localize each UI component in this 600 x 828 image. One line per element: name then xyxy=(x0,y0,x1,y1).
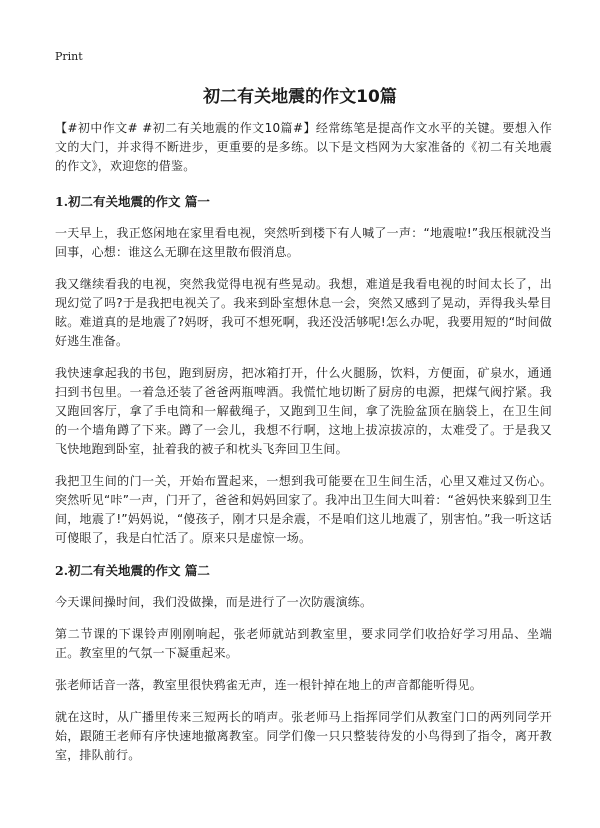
section-1-paragraph-2: 我又继续看我的电视，突然我觉得电视有些晃动。我想，难道是我看电视的时间太长了，出现幻觉了吗?于是我把电视关了。我来到卧室想休息一会，突然又感到了晃动，弄得我头晕目眩。难道真的是地震了?妈呀，我可不想死啊，我还没活够呢!怎么办呢，我要用短的“时间做好逃生准备。 xyxy=(55,277,552,348)
section-2-paragraph-3: 张老师话音一落，教室里很快鸦雀无声，连一根针掉在地上的声音都能听得见。 xyxy=(55,678,483,692)
section-heading-2: 2.初二有关地震的作文 篇二 xyxy=(55,563,210,578)
section-1-paragraph-1: 一天早上，我正悠闲地在家里看电视，突然听到楼下有人喊了一声：“地震啦!”我压根就没当回事，心想：谁这么无聊在这里散布假消息。 xyxy=(55,226,552,259)
section-2-paragraph-1: 今天课间操时间，我们没做操，而是进行了一次防震演练。 xyxy=(55,595,373,609)
section-1-paragraph-4: 我把卫生间的门一关，开始布置起来，一想到我可能要在卫生间生活，心里又难过又伤心。突然听见“咔”一声，门开了，爸爸和妈妈回家了。我冲出卫生间大叫着：“爸妈快来躲到卫生间，地震了!”妈妈说，“傻孩子，刚才只是余震，不是咱们这儿地震了，别害怕。”我一听这话可傻眼了，我是白忙活了。原来只是虚惊一场。 xyxy=(55,474,552,545)
section-2-paragraph-4: 就在这时，从广播里传来三短两长的哨声。张老师马上指挥同学们从教室门口的两列同学开始，跟随王老师有序快速地撤离教室。同学们像一只只整装待发的小鸟得到了指令，离开教室，排队前行。 xyxy=(55,710,552,762)
intro-paragraph: 【#初中作文# #初二有关地震的作文10篇#】经常练笔是提高作文水平的关键。要想入作文的大门，并求得不断进步，更重要的是多练。以下是文档网为大家准备的《初二有关地震的作文》，欢迎您的借鉴。 xyxy=(55,121,552,173)
article-body xyxy=(55,119,552,778)
section-2-paragraph-2: 第二节课的下课铃声刚刚响起，张老师就站到教室里，要求同学们收拾好学习用品、坐端正。教室里的气氛一下凝重起来。 xyxy=(55,627,552,660)
section-1-paragraph-3: 我快速拿起我的书包，跑到厨房，把冰箱打开，什么火腿肠，饮料，方便面，矿泉水，通通扫到书包里。一着急还装了爸爸两瓶啤酒。我慌忙地切断了厨房的电源，把煤气阀拧紧。我又跑回客厅，拿了手电筒和一解截绳子，又跑到卫生间，拿了洗脸盆顶在脑袋上，在卫生间的一个墙角蹲了下来。蹲了一会儿，我想不行啊，这地上拔凉拔凉的，太难受了。于是我又飞快地跑到卧室，扯着我的被子和枕头飞奔回卫生间。 xyxy=(55,366,552,456)
print-label: Print xyxy=(55,50,83,63)
section-heading-1: 1.初二有关地震的作文 篇一 xyxy=(55,194,210,209)
page-title: 初二有关地震的作文10篇 xyxy=(203,87,397,107)
